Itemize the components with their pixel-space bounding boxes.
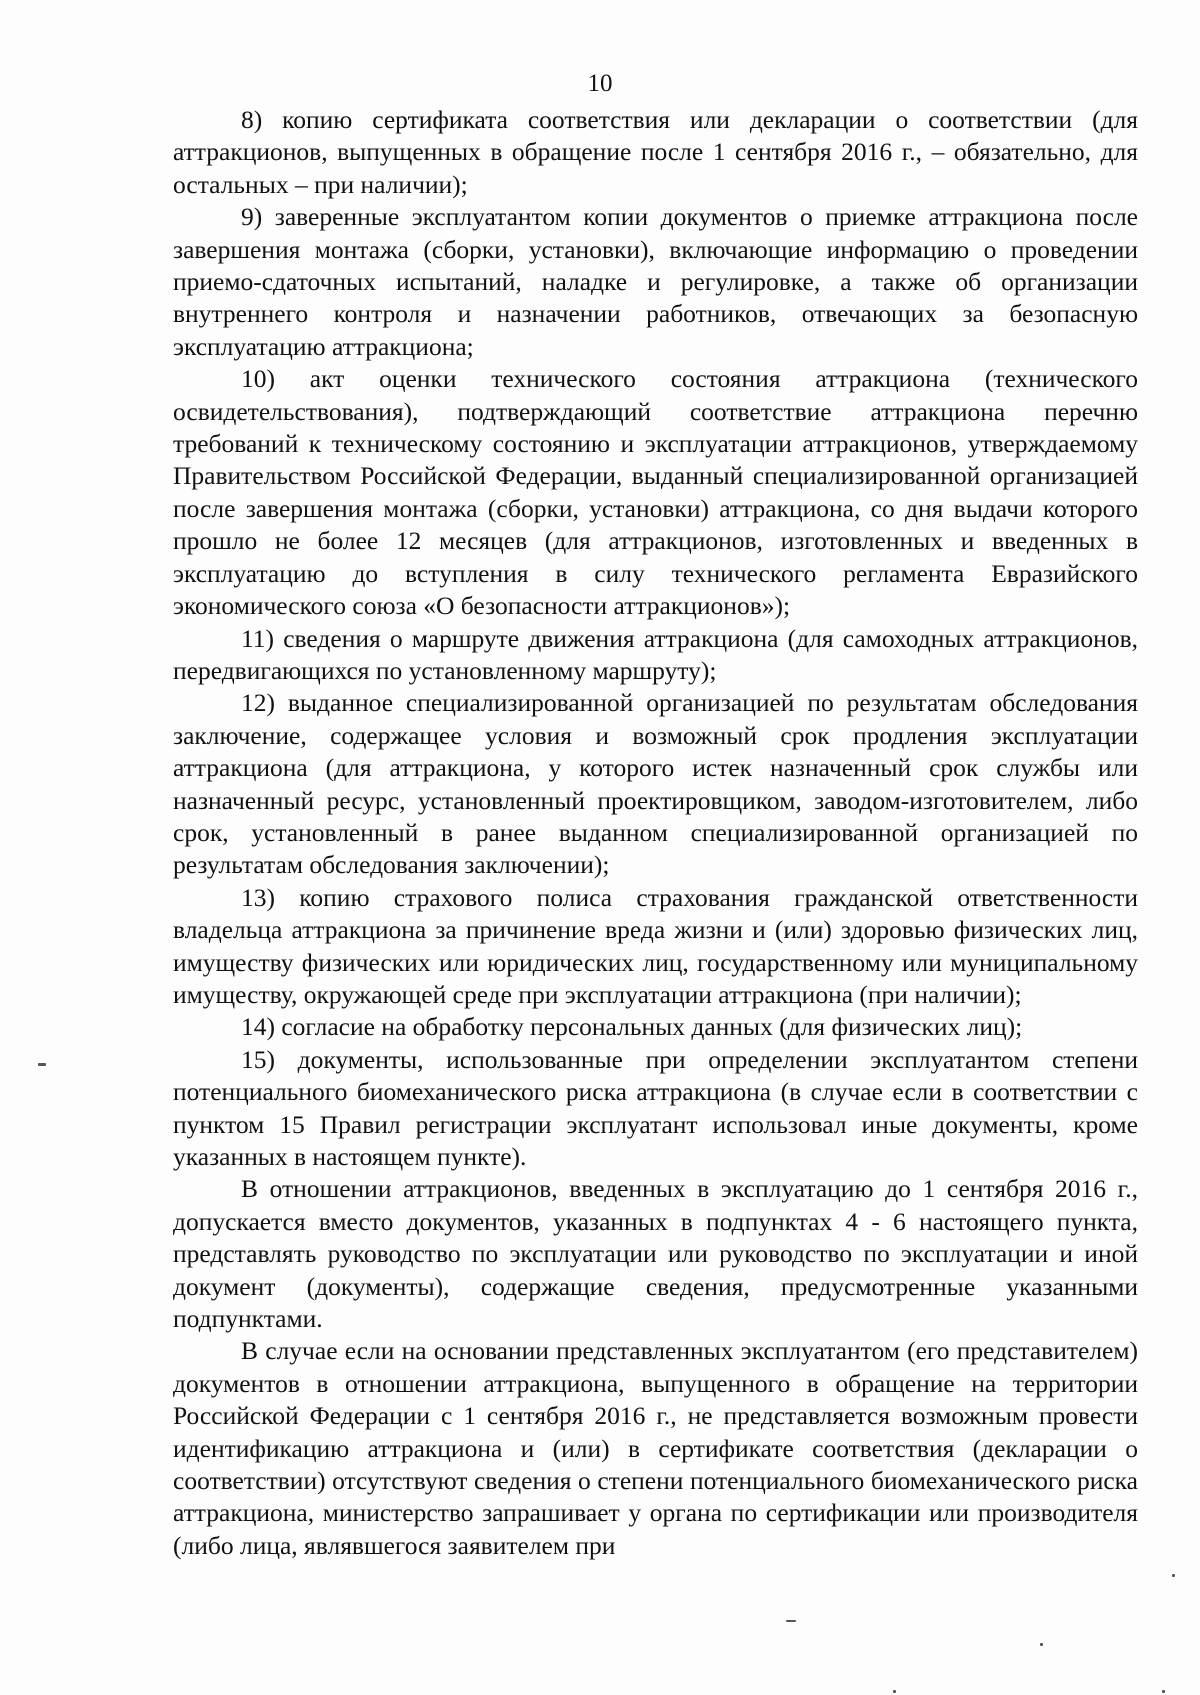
paragraph-item-14: 14) согласие на обработку персональных данных (для физических лиц); <box>241 1012 1023 1042</box>
paragraph-item-10: 10) акт оценки технического состояния аттракциона (технического освидетельствования), подтверждающий соответствие аттракциона перечню требований к техническому состоянию и эксплуатации аттракционов, утверждаемому Правительством Российской Федерации, выданный специализированной организацией после завершения монтажа (сборки, установки) аттракциона, со дня выдачи которого прошло не более 12 месяцев (для аттракционов, изготовленных и введенных в эксплуатацию до вступления в силу технического регламента Евразийского экономического союза «О безопасности аттракционов»); <box>173 364 1138 621</box>
scan-speck <box>38 1063 46 1066</box>
scan-speck <box>1172 1574 1175 1577</box>
paragraph-item-9: 9) заверенные эксплуатантом копии документов о приемке аттракциона после завершения монтажа (сборки, установки), включающие информацию о проведении приемо-сдаточных испытаний, наладке и регулировке, а также об организации внутреннего контроля и назначении работников, отвечающих за безопасную эксплуатацию аттракциона; <box>173 202 1138 361</box>
paragraph-item-11: 11) сведения о маршруте движения аттракциона (для самоходных аттракционов, передвигающихся по установленному маршруту); <box>173 623 1138 685</box>
paragraph-legacy-attractions: В отношении аттракционов, введенных в эксплуатацию до 1 сентября 2016 г., допускается вместо документов, указанных в подпунктах 4 - 6 настоящего пункта, представлять руководство по эксплуатации или руководство по эксплуатации и иной документ (документы), содержащие сведения, предусмотренные указанными подпунктами. <box>173 1174 1138 1334</box>
scan-speck <box>786 1620 796 1622</box>
paragraph-identification-request: В случае если на основании представленных эксплуатантом (его представителем) документов в отношении аттракциона, выпущенного в обращение на территории Российской Федерации с 1 сентября 2016 г., не представляется возможным провести идентификацию аттракциона и (или) в сертификате соответствия (декларации о соответствии) отсутствуют сведения о степени потенциального биомеханического риска аттракциона, министерство запрашивает у органа по сертификации или производителя (либо лица, являвшегося заявителем при <box>173 1336 1138 1560</box>
paragraph-item-12: 12) выданное специализированной организацией по результатам обследования заключение, содержащее условия и возможный срок продления эксплуатации аттракциона (для аттракциона, у которого истек назначенный срок службы или назначенный ресурс, установленный проектировщиком, заводом-изготовителем, либо срок, установленный в ранее выданном специализированной организацией по результатам обследования заключении); <box>173 688 1138 880</box>
scan-speck <box>1162 1690 1165 1693</box>
paragraph-item-8: 8) копию сертификата соответствия или декларации о соответствии (для аттракционов, выпущенных в обращение после 1 сентября 2016 г., – обязательно, для остальных – при наличии); <box>173 105 1138 199</box>
paragraph-item-13: 13) копию страхового полиса страхования гражданской ответственности владельца аттракциона за причинение вреда жизни и (или) здоровью физических лиц, имуществу физических или юридических лиц, государственному или муниципальному имуществу, окружающей среде при эксплуатации аттракциона (при наличии); <box>173 882 1138 1009</box>
scan-speck <box>1040 1643 1043 1646</box>
page-number: 10 <box>587 70 613 97</box>
paragraph-item-15: 15) документы, использованные при определении эксплуатантом степени потенциального биомеханического риска аттракциона (в случае если в соответствии с пунктом 15 Правил регистрации эксплуатант использовал иные документы, кроме указанных в настоящем пункте). <box>173 1044 1138 1171</box>
scan-speck <box>893 1690 896 1693</box>
document-body <box>173 104 1138 1562</box>
